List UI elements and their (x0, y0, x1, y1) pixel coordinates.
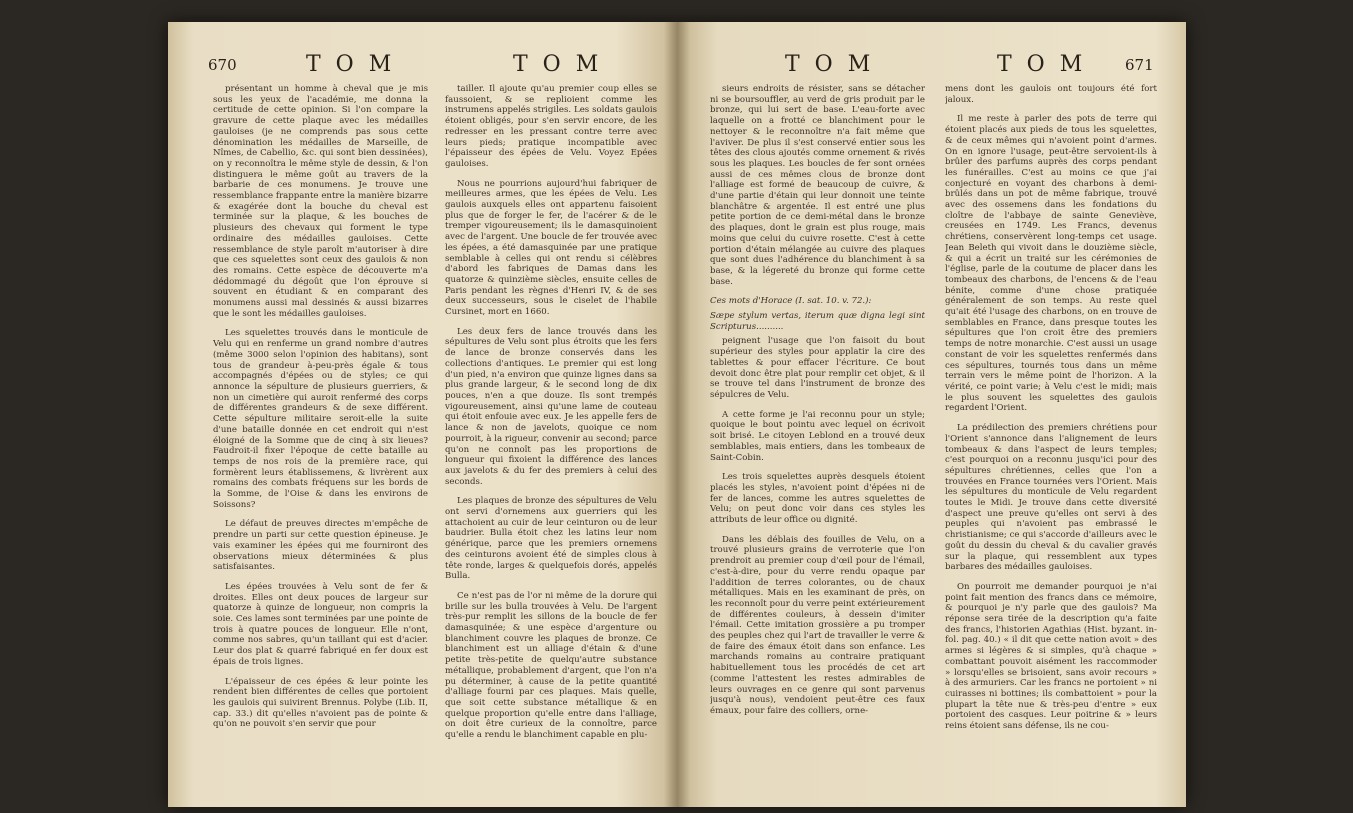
paragraph: Les trois squelettes auprès desquels étoient placés les styles, n'avoient point d'épées ni de fer de lances, comme les autres squelettes de Velu; on peut donc voir dans ces styles les attributs de leur office ou dignité. (710, 472, 925, 526)
paragraph: A cette forme je l'ai reconnu pour un style; quoique le bout pointu avec lequel on écrivoit soit brisé. Le citoyen Leblond en a trouvé deux semblables, mais entiers, dans les tombeaux de Saint-Cobin. (710, 409, 925, 463)
paragraph: La prédilection des premiers chrétiens pour l'Orient s'annonce dans l'alignement de leurs tombeaux & dans l'aspect de leurs temples; c'est pourquoi on a reconnu jusqu'ici pour des sépultures chrétiennes, celles que l'on a trouvées en France tournées vers l'Orient. Mais les sépultures du monticule de Velu regardent toutes le Midi. Je trouve dans cette diversité d'aspect une preuve qu'elles ont servi à des peuples qui n'avoient pas embrassé le christianisme; ce qui s'accorde d'ailleurs avec le goût du dessin du cheval & du cavalier gravés sur la plaque, qui ressemblent aux types barbares des médailles gauloises. (945, 423, 1157, 573)
paragraph: Les épées trouvées à Velu sont de fer & droites. Elles ont deux pouces de largeur sur quatorze à quinze de longueur, non compris la soie. Ces lames sont terminées par une pointe de trois à quatre pouces de longueur. Elle n'ont, comme nos sabres, qu'un taillant qui est d'acier. Leur dos plat & quarré fabriqué en fer doux est épais de trois lignes. (213, 581, 428, 667)
paragraph: Les squelettes trouvés dans le monticule de Velu qui en renferme un grand nombre d'autres (même 3000 selon l'opinion des habitans), sont tous de grandeur à-peu-près égale & tous accompagnés d'épées ou de styles; ce qui annonce la sépulture de plusieurs guerriers, & non un cimetière qui auroit renfermé des corps de différentes grandeurs & de sexe différent. Cette sépulture militaire seroit-elle la suite d'une bataille donnée en cet endroit qui n'est éloigné de la Somme que de cinq à six lieues? Faudroit-il fixer l'époque de cette bataille au temps de nos rois de la première race, qui formèrent leurs établissemens, & livrèrent aux romains des combats fréquens sur les bords de la Somme, de l'Oise & dans les environs de Soissons? (213, 328, 428, 510)
paragraph: On pourroit me demander pourquoi je n'ai point fait mention des francs dans ce mémoire, & pourquoi je n'y parle que des gaulois? Ma réponse sera tirée de la description qu'a faite des francs, l'historien Agathias (Hist. byzant. in-fol. pag. 40.) « il dit que cette nation avoit » des armes si légères & si simples, qu'à chaque » combattant pouvoit aisément les raccommoder » lorsqu'elles se brisoient, sans avoir recours » à des armuriers. Car les francs ne portoient » ni cuirasses ni bottines; ils combattoient » pour la plupart la tête nue & très-peu d'entre » eux portoient des casques. Leur poitrine & » leurs reins étoient sans défense, ils ne cou- (945, 581, 1157, 732)
book-spread (168, 22, 1186, 807)
paragraph: Ce n'est pas de l'or ni même de la dorure qui brille sur les bulla trouvées à Velu. De l'argent très-pur remplit les sillons de la boucle de fer damasquinée; & une espèce d'argenture ou blanchiment couvre les plaques de bronze. Ce blanchiment est un alliage d'étain & d'une petite très-petite de quelqu'autre substance métallique, probablement d'argent, que l'on n'a pu déterminer, à cause de la petite quantité d'alliage fourni par ces plaques. Mais quelle, que soit cette substance métallique & en quelque proportion qu'elle entre dans l'alliage, on doit être curieux de la connoître, parce qu'elle a rendu le blanchiment capable en plu- (445, 590, 657, 741)
right-page-header (677, 52, 1186, 78)
right-running-head-2: T O M (997, 52, 1087, 77)
left-page (168, 22, 677, 807)
left-running-head-1: T O M (306, 52, 396, 77)
right-running-head-1: T O M (785, 52, 875, 77)
paragraph: Il me reste à parler des pots de terre qui étoient placés aux pieds de tous les squelettes, & de ceux mêmes qui n'avoient point d'armes. On en ignore l'usage, peut-être servoient-ils à brûler des parfums auprès des corps pendant les funérailles. C'est au moins ce que j'ai conjecturé en voyant des charbons à demi-brûlés dans un pot de même fabrique, trouvé avec des ossemens dans les fondations du cloître de l'abbaye de sainte Geneviève, creusées en 1749. Les Francs, devenus chrétiens, conservèrent long-temps cet usage. Jean Beleth qui vivoit dans le douzième siècle, & qui a écrit un traité sur les cérémonies de l'église, parle de la coutume de placer dans les tombeaux des charbons, de l'encens & de l'eau bénite, comme d'une chose pratiquée généralement de son temps. Au reste quel qu'ait été l'usage des charbons, on en trouve de semblables en France, dans presque toutes les sépultures que l'on croit être des premiers temps de notre monarchie. C'est aussi un usage constant de voir les squelettes renfermés dans ces sépultures, tournés tous dans un même terrain vers le même point de l'horizon. A la vérité, ce point varie; à Velu c'est le midi; mais le plus souvent les squelettes des gaulois regardent l'Orient. (945, 114, 1157, 414)
left-column-a (213, 84, 428, 784)
paragraph: peignent l'usage que l'on faisoit du bout supérieur des styles pour applatir la cire des tablettes & pour effacer l'écriture. Ce bout devoit donc être plat pour remplir cet objet, & il se trouve tel dans l'instrument de bronze des sépulcres de Velu. (710, 336, 925, 400)
paragraph: Le défaut de preuves directes m'empêche de prendre un parti sur cette question épineuse. Je vais examiner les épées qui me fourniront des observations mieux déterminées & plus satisfaisantes. (213, 519, 428, 573)
citation: Ces mots d'Horace (I. sat. 10. v. 72.): (710, 296, 872, 307)
left-page-header (168, 52, 677, 78)
right-page-number: 671 (1125, 56, 1154, 74)
right-column-b (945, 84, 1157, 784)
paragraph: Nous ne pourrions aujourd'hui fabriquer de meilleures armes, que les épées de Velu. Les gaulois auxquels elles ont appartenu faisoient plus que de forger le fer, de l'acérer & de le tremper vigoureusement; ils le damasquinoient avec de l'argent. Une boucle de fer trouvée avec les épées, a été damasquinée par une pratique semblable à celles qui ont rendu si célèbres d'abord les fabriques de Damas dans les quatorze & quinzième siècles, ensuite celles de Paris pendant les règnes d'Henri IV, & de ses deux successeurs, sous le ciselet de l'habile Cursinet, mort en 1660. (445, 178, 657, 318)
paragraph: L'épaisseur de ces épées & leur pointe les rendent bien différentes de celles que portoient les gaulois qui suivirent Brennus. Polybe (Lib. II, cap. 33.) dit qu'elles n'avoient pas de pointe & qu'on ne pouvoit s'en servir que pour (213, 676, 428, 730)
paragraph: mens dont les gaulois ont toujours été fort jaloux. (945, 84, 1157, 105)
paragraph: Dans les déblais des fouilles de Velu, on a trouvé plusieurs grains de verroterie que l'on prendroit au premier coup d'œil pour de l'émail, c'est-à-dire, pour du verre rendu opaque par l'addition de terres colorantes, ou de chaux métalliques. Mais en les examinant de près, on les reconnoît pour du verre peint extérieurement de différentes couleurs, à dessein d'imiter l'émail. Cette imitation grossière a pu tromper des peuples chez qui l'art de travailler le verre & de faire des émaux étoit dans son enfance. Les marchands romains au contraire pratiquant habituellement tous les procédés de cet art (comme l'attestent les restes admirables de leurs ouvrages en ce genre qui sont parvenus jusqu'à nous), vendoient peut-être ces faux émaux, pour faire des colliers, orne- (710, 534, 925, 716)
paragraph: sieurs endroits de résister, sans se détacher ni se boursouffler, au verd de gris produit par le bronze, qui lui sert de base. L'eau-forte avec laquelle on a frotté ce blanchiment pour le nettoyer & le reconnoître n'a fait même que l'aviver. De plus il s'est conservé entier sous les têtes des clous ajoutés comme ornement & rivés sous les plaques. Les boucles de fer sont ornées aussi de ces mêmes clous de bronze dont l'alliage est formé de beaucoup de cuivre, & d'une partie d'étain qui leur donnoit une teinte blanchâtre & argentée. Il est entré une plus petite portion de ce demi-métal dans le bronze des plaques, dont le grain est plus rouge, mais moins que celui du cuivre rosette. C'est à cette portion d'étain mélangée au cuivre des plaques que sont dues l'adhérence du blanchiment à sa base, & la légereté du bronze qui forme cette base. (710, 84, 925, 287)
latin-quote: Sæpe stylum vertas, iterum quæ digna legi sint Scripturus.......... (710, 311, 925, 332)
left-running-head-2: T O M (513, 52, 603, 77)
left-page-number: 670 (208, 56, 237, 74)
paragraph: Les deux fers de lance trouvés dans les sépultures de Velu sont plus étroits que les fers de lance de bronze conservés dans les collections d'antiques. Le premier qui est long d'un pied, n'a environ que quinze lignes dans sa plus grande largeur, & le second long de dix pouces, n'en a que douze. Ils sont trempés vigoureusement, ainsi qu'une lame de couteau qui étoit enfouie avec eux. Je les appelle fers de lance & non de javelots, quoique ce nom pourroit, à la rigueur, convenir au second; parce qu'on ne connoît pas les proportions de longueur qui fixoient la différence des lances aux javelots & du fer des premiers à celui des seconds. (445, 326, 657, 487)
book-gutter (664, 22, 690, 807)
paragraph: présentant un homme à cheval que je mis sous les yeux de l'académie, me donna la certitude de cette opinion. Si l'on compare la gravure de cette plaque avec les médailles gauloises (je ne comprends pas sous cette dénomination les médailles de Marseille, de Nîmes, de Cabellio, &c. qui sont bien dessinées), on y reconnoîtra le même style de dessin, & l'on distinguera le même goût au travers de la barbarie de ces monumens. Je trouve une ressemblance frappante entre la manière bizarre & exagérée dont la bouche du cheval est terminée sur la plaque, & les bouches de plusieurs des chevaux qui forment le type ordinaire des médailles gauloises. Cette ressemblance de style paroît m'autoriser à dire que ces squelettes sont ceux des gaulois & non des romains. Cette espèce de découverte m'a dédommagé du dégoût que l'on éprouve si souvent en étudiant & en comparant des monumens aussi mal dessinés & aussi bizarres que le sont les médailles gauloises. (213, 84, 428, 319)
right-column-a (710, 84, 925, 784)
paragraph: Les plaques de bronze des sépultures de Velu ont servi d'ornemens aux guerriers qui les attachoient au cuir de leur ceinturon ou de leur baudrier. Bulla étoit chez les latins leur nom générique, parce que les premiers ornemens des ceinturons avoient été de simples clous à tête ronde, larges & quelquefois dorés, appelés Bulla. (445, 496, 657, 582)
paragraph: tailler. Il ajoute qu'au premier coup elles se faussoient, & se replioient comme les instrumens appelés strigiles. Les soldats gaulois étoient obligés, pour s'en servir encore, de les redresser en les pressant contre terre avec leurs pieds; pratique incompatible avec l'épaisseur des épées de Velu. Voyez Epées gauloises. (445, 84, 657, 169)
right-page (677, 22, 1186, 807)
left-column-b (445, 84, 657, 784)
